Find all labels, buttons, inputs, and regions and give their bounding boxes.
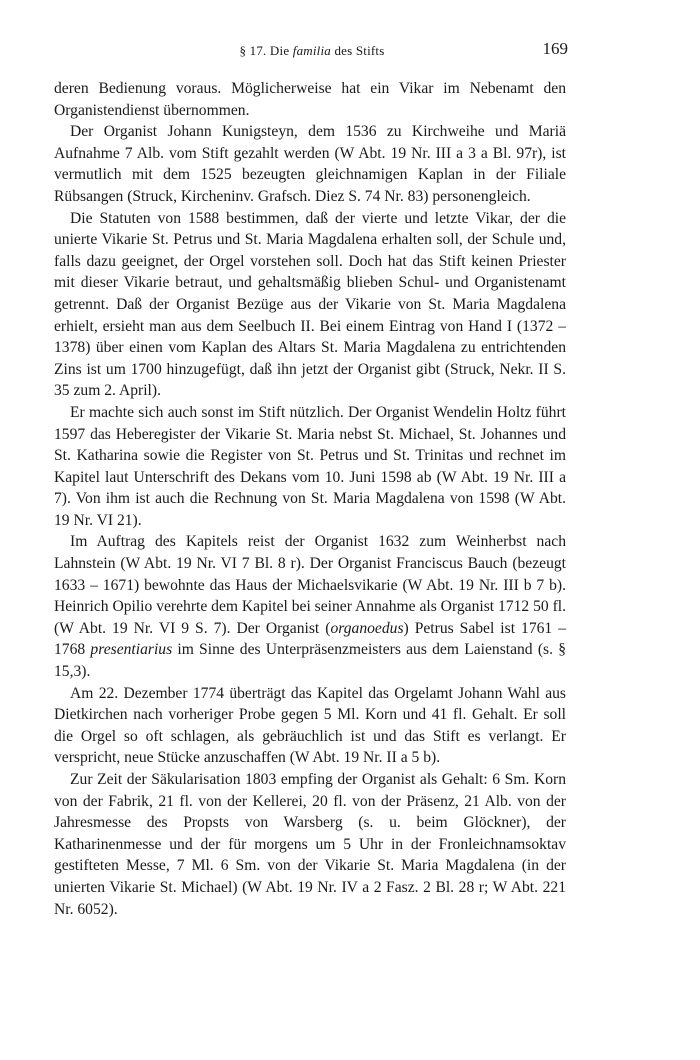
paragraph: [54, 402, 566, 532]
paragraph-text: deren Bedienung voraus. Möglicherweise hat ein Vikar im Nebenamt den Organistendienst übernommen.: [54, 80, 566, 119]
paragraph-text: Zur Zeit der Säkularisation 1803 empfing der Organist als Gehalt: 6 Sm. Korn von der Fabrik, 21 fl. von der Kellerei, 20 fl. von der Präsenz, 21 Alb. von der Jahresmesse des Propsts von Warsberg (s. u. beim Glöckner), der Katharinenmesse und der für morgens um 5 Uhr in der Fronleichnamsoktav gestifteten Messe, 7 Ml. 6 Sm. von der Vikarie St. Maria Magdalena (in der unierten Vikarie St. Michael) (W Abt. 19 Nr. IV a 2 Fasz. 2 Bl. 28 r; W Abt. 221 Nr. 6052).: [54, 771, 566, 918]
paragraph-text: Im Auftrag des Kapitels reist der Organist 1632 zum Weinherbst nach Lahnstein (W Abt. 19 Nr. VI 7 Bl. 8 r). Der Organist Franciscus Bauch (bezeugt 1633 – 1671) bewohnte das Haus der Michaelsvikarie (W Abt. 19 Nr. III b 7 b). Heinrich Opilio verehrte dem Kapitel bei seiner Annahme als Organist 1712 50 fl. (W Abt. 19 Nr. VI 9 S. 7). Der Organist (: [54, 533, 567, 637]
running-title-section: § 17. Die: [239, 43, 293, 58]
paragraph-text: Der Organist Johann Kunigsteyn, dem 1536 zu Kirchweihe und Mariä Aufnahme 7 Alb. vom Stift gezahlt werden (W Abt. 19 Nr. III a 3 a Bl. 97r), ist vermutlich mit dem 1525 bezeugten gleichnamigen Kaplan in der Filiale Rübsangen (Struck, Kircheninv. Grafsch. Diez S. 74 Nr. 83) personengleich.: [54, 123, 566, 205]
running-title-tail: des Stifts: [331, 43, 385, 58]
paragraph: [54, 769, 566, 920]
italic-term: presentiarius: [90, 641, 173, 659]
paragraph: [54, 683, 566, 769]
paragraph-text: im Sinne des Unterpräsenzmeisters aus dem Laienstand (s. § 15,3).: [54, 641, 567, 681]
paragraph-text: Die Statuten von 1588 bestimmen, daß der vierte und letzte Vikar, der die unierte Vikarie St. Petrus und St. Maria Magdalena erhalten soll, der Schule und, falls dazu geeignet, der Orgel vorstehen soll. Doch hat das Stift keinen Priester mit dieser Vikarie betraut, und gehaltsmäßig blieben Schul- und Organistenamt getrennt. Daß der Organist Bezüge aus der Vikarie von St. Maria Magdalena erhielt, ersieht man aus dem Seelbuch II. Bei einem Eintrag von Hand I (1372 – 1378) über einen vom Kaplan des Altars St. Maria Magdalena zu entrichtenden Zins ist um 1700 hinzugefügt, daß ihn jetzt der Organist gibt (Struck, Nekr. II S. 35 zum 2. April).: [54, 209, 566, 400]
paragraph-text: Er machte sich auch sonst im Stift nützlich. Der Organist Wendelin Holtz führt 1597 das Heberegister der Vikarie St. Maria nebst St. Michael, St. Johannes und St. Katharina sowie die Register von St. Petrus und St. Trinitas und rechnet im Kapitel laut Unterschrift des Dekans vom 10. Juni 1598 ab (W Abt. 19 Nr. III a 7). Von ihm ist auch die Rechnung von St. Maria Magdalena von 1598 (W Abt. 19 Nr. VI 21).: [54, 403, 566, 529]
italic-term: organoedus: [330, 619, 404, 637]
paragraph: [54, 78, 566, 121]
paragraph-text: Am 22. Dezember 1774 überträgt das Kapitel das Orgelamt Johann Wahl aus Dietkirchen nach vorheriger Probe gegen 5 Ml. Korn und 41 fl. Gehalt. Er soll die Orgel so oft schlagen, als gebräuchlich ist und das Stift es verlangt. Er verspricht, neue Stücke anzuschaffen (W Abt. 19 Nr. II a 5 b).: [54, 684, 566, 767]
running-title-italic: familia: [292, 43, 332, 58]
paragraph: [54, 121, 566, 207]
running-title: [52, 43, 572, 59]
paragraph: [54, 208, 566, 402]
paragraph-text: ) Petrus Sabel ist 1761 – 1768: [54, 619, 566, 659]
paragraph: [54, 531, 566, 682]
body-text: [54, 78, 566, 920]
page-number: 169: [542, 39, 568, 58]
running-header: [52, 39, 572, 63]
